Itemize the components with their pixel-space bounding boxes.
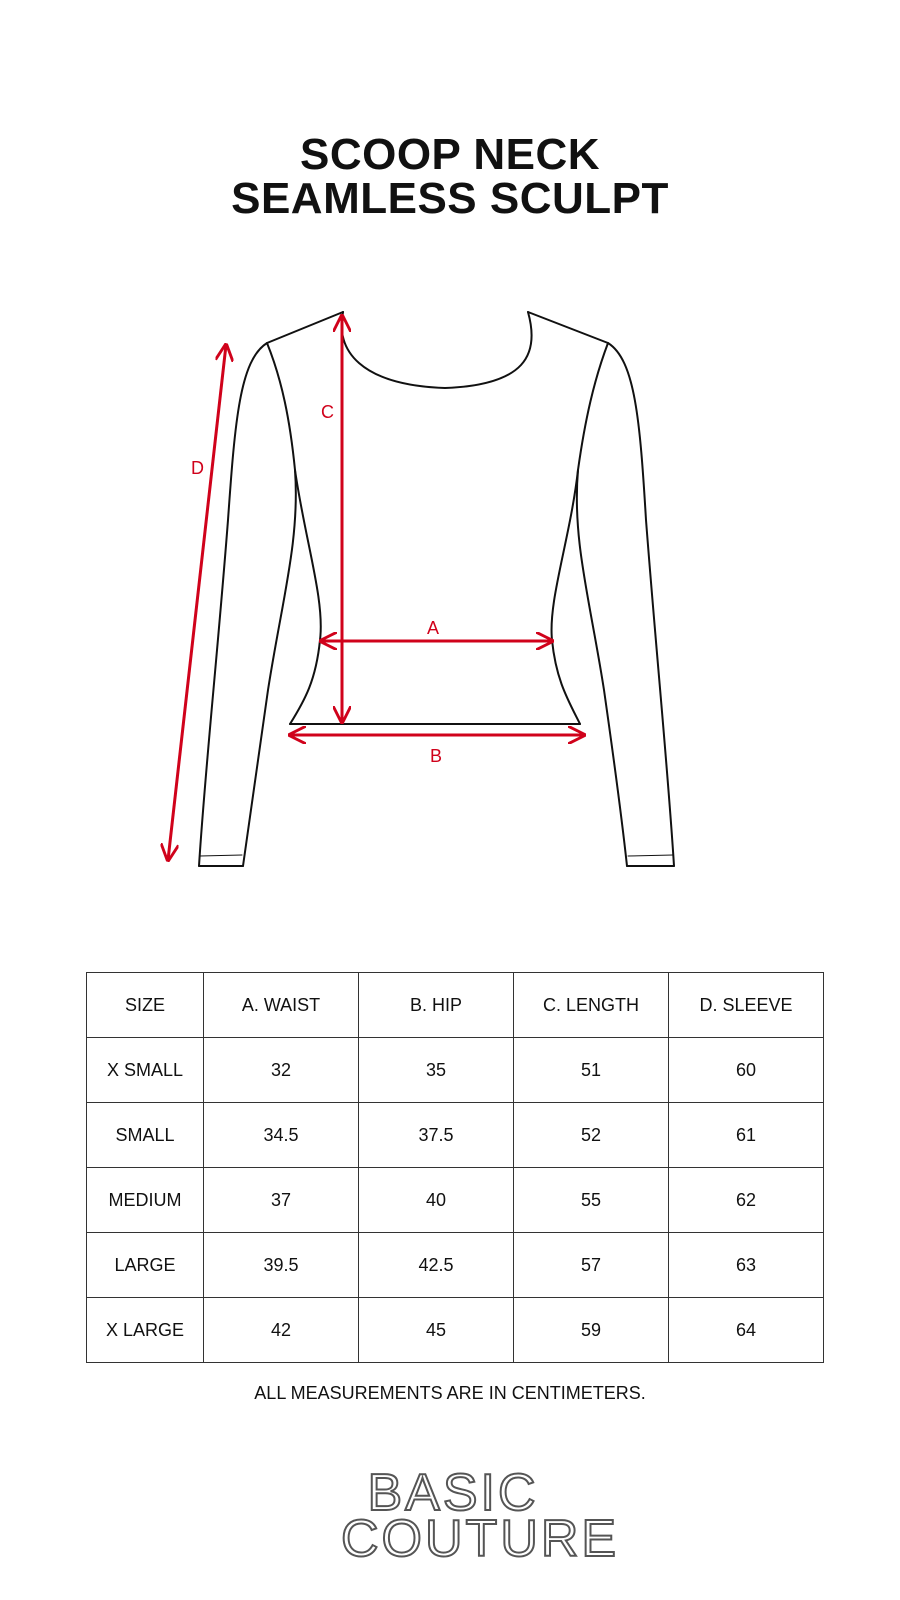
table-cell: 32 [204, 1038, 359, 1103]
table-cell: 34.5 [204, 1103, 359, 1168]
table-cell: 57 [514, 1233, 669, 1298]
left-shoulder [267, 312, 343, 343]
table-cell: X SMALL [87, 1038, 204, 1103]
header-sleeve: D. SLEEVE [669, 973, 824, 1038]
page-title-line-2: SEAMLESS SCULPT [231, 174, 669, 223]
table-row [87, 1298, 824, 1363]
table-cell: LARGE [87, 1233, 204, 1298]
header-size: SIZE [87, 973, 204, 1038]
right-body-side [552, 470, 580, 724]
table-row [87, 1233, 824, 1298]
header-hip: B. HIP [359, 973, 514, 1038]
units-note: ALL MEASUREMENTS ARE IN CENTIMETERS. [254, 1383, 646, 1403]
brand-logo [341, 1464, 620, 1568]
table-cell: 59 [514, 1298, 669, 1363]
table-row [87, 1103, 824, 1168]
table-cell: 52 [514, 1103, 669, 1168]
table-cell: MEDIUM [87, 1168, 204, 1233]
garment-diagram [0, 290, 900, 890]
table-cell: X LARGE [87, 1298, 204, 1363]
measure-b-label: B [430, 746, 443, 766]
table-cell: 39.5 [204, 1233, 359, 1298]
table-header-row [87, 973, 824, 1038]
logo-line-1: BASIC [367, 1464, 539, 1522]
garment-outline [199, 312, 674, 866]
table-cell: 55 [514, 1168, 669, 1233]
table-cell: 63 [669, 1233, 824, 1298]
header-length: C. LENGTH [514, 973, 669, 1038]
logo-line-2: COUTURE [341, 1510, 620, 1568]
left-sleeve-outer [199, 343, 267, 866]
table-row [87, 1038, 824, 1103]
table-cell: 42 [204, 1298, 359, 1363]
neckline [342, 312, 532, 388]
measure-a-label: A [427, 618, 440, 638]
header-waist: A. WAIST [204, 973, 359, 1038]
table-cell: 40 [359, 1168, 514, 1233]
size-chart-table [86, 972, 824, 1363]
page-title-line-1: SCOOP NECK [299, 130, 601, 179]
table-cell: 64 [669, 1298, 824, 1363]
table-cell: 37 [204, 1168, 359, 1233]
table-cell: 45 [359, 1298, 514, 1363]
table-row [87, 1168, 824, 1233]
table-cell: 35 [359, 1038, 514, 1103]
table-cell: 62 [669, 1168, 824, 1233]
table-cell: 37.5 [359, 1103, 514, 1168]
right-shoulder [528, 312, 608, 343]
table-cell: 51 [514, 1038, 669, 1103]
measure-c-label: C [321, 402, 334, 422]
table-cell: SMALL [87, 1103, 204, 1168]
right-sleeve-inner [577, 343, 627, 866]
table-cell: 61 [669, 1103, 824, 1168]
measure-d-label: D [191, 458, 204, 478]
table-cell: 42.5 [359, 1233, 514, 1298]
table-cell: 60 [669, 1038, 824, 1103]
measure-d-line [168, 345, 226, 860]
left-sleeve-inner [243, 343, 296, 866]
measurement-lines [168, 316, 584, 860]
